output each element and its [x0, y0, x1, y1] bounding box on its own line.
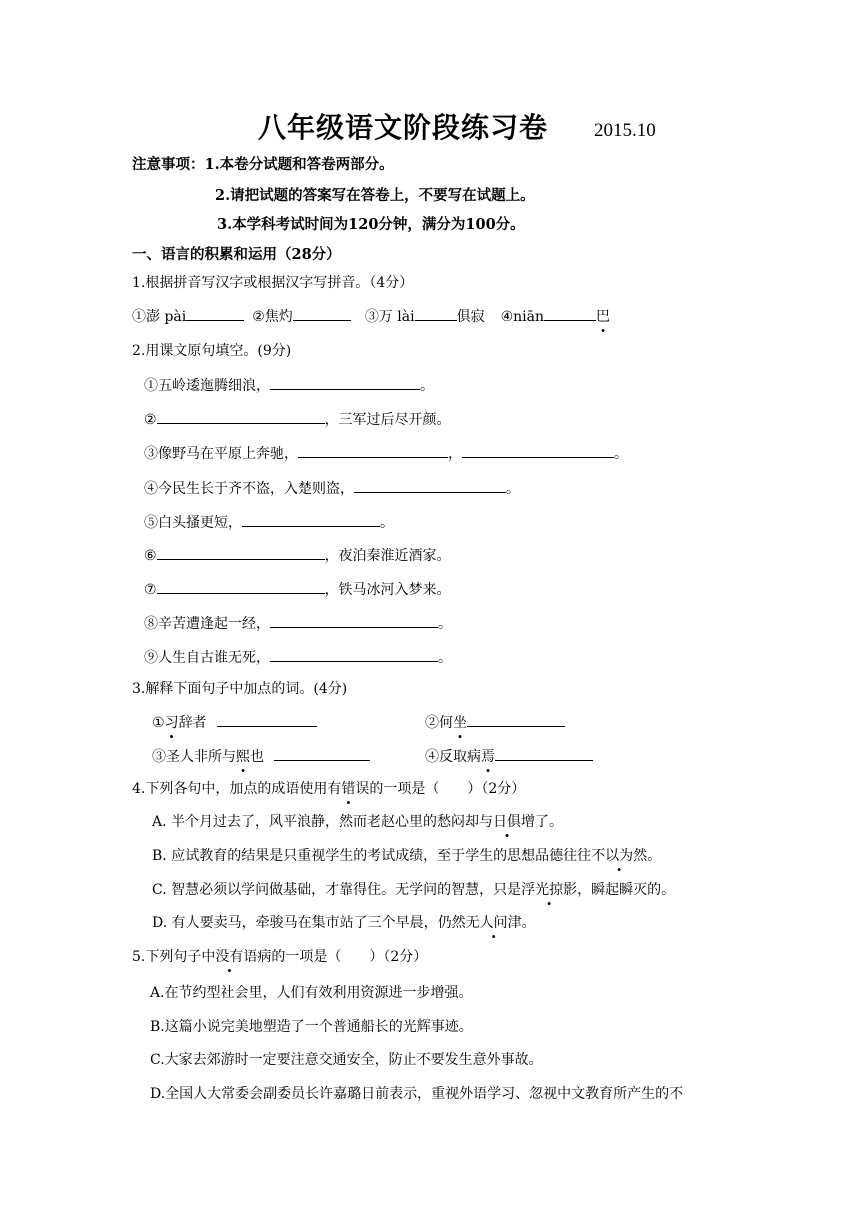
option-d: D.全国人大常委会副委员长许嘉璐日前表示，重视外语学习、忽视中文教育所产生的不: [150, 1086, 684, 1102]
q1-item-c: ③万 lài: [364, 309, 415, 325]
answer-blank: [242, 512, 380, 527]
line-text: ，: [448, 446, 462, 462]
note-item: 2.请把试题的答案写在答卷上，不要写在试题上。: [215, 187, 535, 204]
line-text: ，夜泊秦淮近酒家。: [324, 548, 451, 564]
line-text: ，三军过后尽开颜。: [324, 412, 451, 428]
item-text: ③圣人非所与: [152, 749, 236, 765]
line-text: 。: [438, 650, 452, 666]
question-prompt: [132, 780, 525, 798]
q3-item-d: [425, 746, 593, 766]
line-text: ④今民生长于齐不盗，入楚则盗，: [144, 481, 354, 497]
q3-item-c: [152, 746, 370, 766]
answer-blank: [217, 712, 317, 727]
q1-item-c-tail: 俱寂: [456, 309, 485, 325]
answer-blank: [157, 579, 325, 594]
option-b: B.这篇小说完美地塑造了一个普通船长的光辉事迹。: [150, 1019, 473, 1035]
answer-blank: [354, 478, 506, 493]
answer-blank: [544, 306, 596, 321]
answer-blank: [298, 443, 448, 458]
line-text: 。: [438, 616, 452, 632]
fill-line: [144, 409, 451, 429]
line-text: ②: [144, 412, 157, 428]
dotted-word: 浮光掠影: [521, 882, 578, 898]
dotted-word: 焉: [481, 749, 495, 765]
answer-blank: [467, 712, 565, 727]
prompt-text: 5.下列句子中: [132, 949, 216, 965]
section-heading: 一、语言的积累和运用（28分）: [132, 246, 341, 263]
fill-line: [144, 647, 452, 667]
line-text: 。: [380, 515, 394, 531]
fill-line: [144, 478, 520, 498]
q1-items: [132, 306, 610, 326]
option-text: B. 应试教育的结果是只重视学生的考试成绩，至于学生的思想品德往往: [152, 848, 592, 864]
q3-item-a: [152, 712, 317, 732]
prompt-text: 的一项是（ ）（2分）: [369, 781, 526, 797]
line-text: 。: [506, 481, 520, 497]
notes-label: 注意事项：: [132, 156, 205, 173]
line-text: ①五岭逶迤腾细浪，: [144, 378, 270, 394]
dotted-word: 习: [164, 715, 179, 731]
line-text: ⑧辛苦遭逢起一经，: [144, 616, 270, 632]
q1-item-a: ①澎 pài: [132, 309, 187, 325]
answer-blank: [462, 443, 614, 458]
fill-line: [144, 579, 451, 599]
answer-blank: [415, 306, 457, 321]
question-prompt: [132, 948, 427, 966]
dotted-word: 没有: [215, 949, 244, 965]
answer-blank: [157, 545, 325, 560]
answer-blank: [157, 409, 325, 424]
item-text: 也: [250, 749, 264, 765]
answer-blank: [293, 306, 351, 321]
item-text: 辞者: [178, 715, 207, 731]
question-prompt: 2.用课文原句填空。(9分): [132, 343, 292, 359]
q3-item-b: [425, 712, 565, 732]
option-text: ，瞬起瞬灭的。: [577, 882, 676, 898]
option-b: [152, 847, 661, 865]
item-text: ①: [152, 715, 165, 731]
note-item: 3.本学科考试时间为120分钟，满分为100分。: [217, 216, 525, 233]
answer-blank: [270, 375, 420, 390]
dotted-word: 无人问津: [465, 915, 522, 931]
option-text: C. 智慧必须以学问做基础，才靠得住。无学问的智慧，只是: [152, 882, 522, 898]
line-text: ⑥: [144, 548, 157, 564]
dotted-word: 熙: [236, 749, 250, 765]
q1-item-d-tail: 巴: [596, 309, 610, 325]
fill-line: [144, 375, 434, 395]
exam-date: 2015.10: [594, 120, 656, 141]
line-text: ⑦: [144, 582, 157, 598]
fill-line: [144, 545, 451, 565]
fill-line: [144, 613, 452, 633]
answer-blank: [495, 746, 593, 761]
line-text: 。: [420, 378, 434, 394]
fill-line: [144, 443, 628, 463]
prompt-text: 4.下列各句中，加点的成语使用: [132, 781, 328, 797]
line-text: 。: [614, 446, 628, 462]
answer-blank: [186, 306, 244, 321]
option-d: [152, 914, 536, 932]
dotted-word: 不以为然: [591, 848, 648, 864]
fill-line: [144, 512, 394, 532]
line-text: ，铁马冰河入梦来。: [324, 582, 451, 598]
option-c: [152, 881, 675, 899]
dotted-word: 有错误: [327, 781, 370, 797]
line-text: ⑤白头搔更短，: [144, 515, 242, 531]
notes-line-1: [132, 156, 394, 174]
q1-item-b: ②焦灼: [252, 309, 293, 325]
page-title: 八年级语文阶段练习卷: [258, 111, 549, 144]
line-text: ⑨人生自古谁无死，: [144, 650, 270, 666]
option-text: D. 有人要卖马，牵骏马在集市站了三个早晨，仍然: [152, 915, 466, 931]
option-a: A.在节约型社会里，人们有效利用资源进一步增强。: [150, 985, 473, 1001]
answer-blank: [270, 647, 438, 662]
option-text: 了。: [535, 814, 564, 830]
dotted-word: 与日俱增: [479, 814, 536, 830]
item-text: ④反取病: [425, 749, 481, 765]
answer-blank: [274, 746, 370, 761]
question-prompt: 3.解释下面句子中加点的词。(4分): [132, 681, 348, 697]
answer-blank: [270, 613, 438, 628]
line-text: ③像野马在平原上奔驰，: [144, 446, 298, 462]
q1-item-d: ④niān: [500, 309, 544, 325]
question-prompt: 1.根据拼音写汉字或根据汉字写拼音。（4分）: [132, 275, 414, 291]
option-text: 。: [647, 848, 662, 864]
item-text: ②何: [425, 715, 453, 731]
option-a: [152, 813, 563, 831]
note-item: 1.本卷分试题和答卷两部分。: [204, 156, 394, 173]
option-c: C.大家去郊游时一定要注意交通安全，防止不要发生意外事故。: [150, 1052, 543, 1068]
prompt-text: 语病的一项是（ ）（2分）: [243, 949, 428, 965]
option-text: A. 半个月过去了，风平浪静，然而老赵心里的愁闷却: [152, 814, 480, 830]
option-text: 。: [521, 915, 536, 931]
dotted-word: 坐: [453, 715, 467, 731]
